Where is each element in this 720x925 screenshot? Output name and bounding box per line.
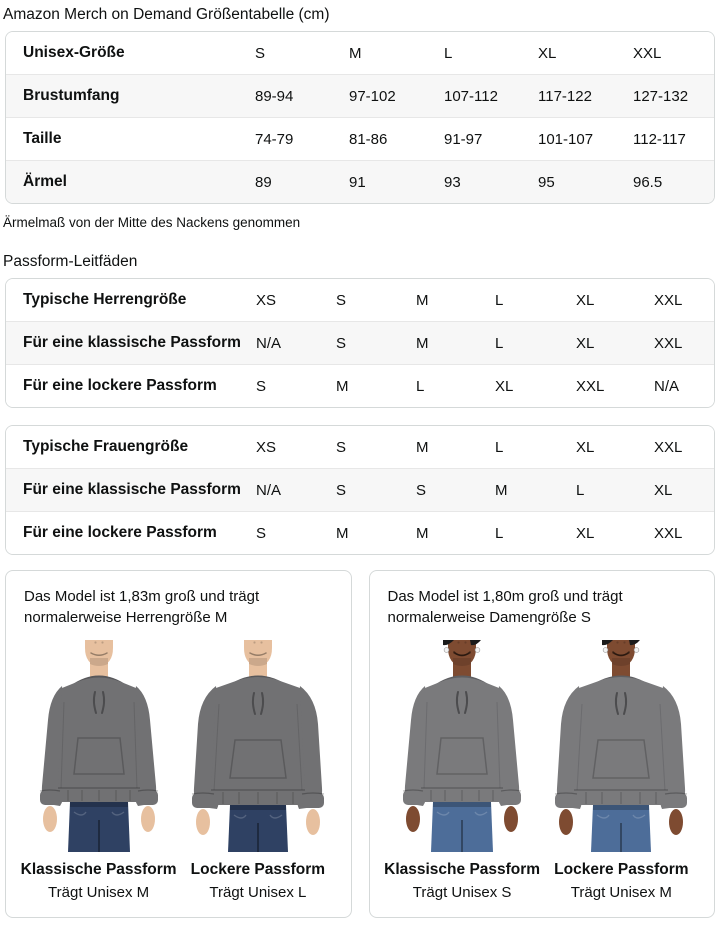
fit-caption: Klassische Passform (384, 861, 541, 878)
classic-fit-figure (19, 640, 178, 902)
measure-cell: 107-112 (444, 87, 498, 105)
table-row (6, 364, 714, 407)
size-cell: L (495, 524, 504, 542)
measure-cell: 91-97 (444, 130, 483, 148)
size-column-header: L (495, 438, 504, 456)
size-column-header: XL (576, 291, 595, 309)
womens-fit-table (5, 425, 715, 555)
measure-cell: 74-79 (255, 130, 294, 148)
fit-caption: Klassische Passform (20, 861, 177, 878)
row-label: Unisex-Größe (23, 44, 125, 61)
size-column-header: XL (576, 438, 595, 456)
size-column-header: L (495, 291, 504, 309)
table-row (6, 74, 714, 117)
loose-fit-figure (542, 640, 701, 902)
table-row (6, 160, 714, 203)
table-header-row (6, 279, 714, 321)
row-label: Für eine klassische Passform (23, 481, 241, 498)
measure-cell: 89 (255, 173, 272, 191)
size-cell: S (336, 481, 347, 499)
wears-caption: Trägt Unisex M (48, 884, 150, 901)
row-label: Für eine klassische Passform (23, 334, 241, 351)
female-model-classic-fit-photo (386, 640, 538, 852)
male-model-card (5, 570, 352, 918)
size-cell: XL (654, 481, 673, 499)
classic-fit-figure (383, 640, 542, 902)
size-cell: L (495, 334, 504, 352)
row-label: Für eine lockere Passform (23, 377, 217, 394)
model-cards-row (5, 570, 715, 918)
wears-caption: Trägt Unisex L (209, 884, 307, 901)
size-cell: S (336, 334, 347, 352)
row-label: Für eine lockere Passform (23, 524, 217, 541)
measure-cell: 117-122 (538, 87, 592, 105)
size-cell: N/A (654, 377, 680, 395)
size-cell: XXL (654, 334, 683, 352)
male-model-classic-fit-photo (23, 640, 175, 852)
table-row (6, 468, 714, 511)
row-label: Typische Frauengröße (23, 438, 189, 455)
size-cell: N/A (256, 481, 282, 499)
measure-cell: 91 (349, 173, 366, 191)
table-header-row (6, 426, 714, 468)
size-column-header: S (255, 44, 266, 62)
measure-cell: 97-102 (349, 87, 396, 105)
size-cell: S (256, 524, 267, 542)
row-label: Typische Herrengröße (23, 291, 187, 308)
loose-fit-figure (178, 640, 337, 902)
measure-cell: 112-117 (633, 130, 686, 148)
size-column-header: XXL (654, 438, 683, 456)
measure-cell: 96.5 (633, 173, 663, 191)
female-model-loose-fit-photo (545, 640, 697, 852)
size-cell: M (416, 334, 429, 352)
table-header-row (6, 32, 714, 74)
row-label: Ärmel (23, 173, 67, 190)
unisex-size-table (5, 31, 715, 204)
size-cell: S (256, 377, 267, 395)
size-column-header: M (416, 438, 429, 456)
table-row (6, 117, 714, 160)
wears-caption: Trägt Unisex S (412, 884, 512, 901)
sleeve-measure-footnote: Ärmelmaß von der Mitte des Nackens genommen (3, 215, 301, 230)
size-column-header: M (416, 291, 429, 309)
measure-cell: 93 (444, 173, 461, 191)
measure-cell: 95 (538, 173, 555, 191)
size-cell: XL (495, 377, 514, 395)
measure-cell: 81-86 (349, 130, 388, 148)
size-cell: M (495, 481, 508, 499)
size-cell: XXL (654, 524, 683, 542)
measure-cell: 101-107 (538, 130, 594, 148)
table-row (6, 511, 714, 554)
size-column-header: L (444, 44, 453, 62)
table-row (6, 321, 714, 364)
model-description: Das Model ist 1,80m groß und trägt normalerweise Damengröße S (387, 588, 623, 626)
size-column-header: S (336, 291, 347, 309)
size-column-header: XXL (654, 291, 683, 309)
male-model-loose-fit-photo (182, 640, 334, 852)
measure-cell: 89-94 (255, 87, 294, 105)
row-label: Brustumfang (23, 87, 120, 104)
fit-guides-heading: Passform-Leitfäden (3, 253, 138, 270)
size-cell: L (576, 481, 585, 499)
size-column-header: XS (256, 291, 277, 309)
size-cell: M (336, 377, 349, 395)
fit-caption: Lockere Passform (190, 861, 326, 878)
row-label: Taille (23, 130, 62, 147)
size-cell: XL (576, 334, 595, 352)
mens-fit-table (5, 278, 715, 408)
size-column-header: XXL (633, 44, 662, 62)
size-cell: XXL (576, 377, 605, 395)
size-cell: N/A (256, 334, 282, 352)
measure-cell: 127-132 (633, 87, 689, 105)
size-column-header: S (336, 438, 347, 456)
size-cell: M (416, 524, 429, 542)
wears-caption: Trägt Unisex M (570, 884, 672, 901)
model-figures (383, 640, 702, 902)
size-cell: XL (576, 524, 595, 542)
size-cell: M (336, 524, 349, 542)
fit-caption: Lockere Passform (554, 861, 689, 878)
size-column-header: M (349, 44, 362, 62)
model-figures (19, 640, 338, 902)
size-cell: S (416, 481, 427, 499)
size-column-header: XS (256, 438, 277, 456)
model-description: Das Model ist 1,83m groß und trägt normalerweise Herrengröße M (24, 588, 260, 626)
size-cell: L (416, 377, 425, 395)
page-title: Amazon Merch on Demand Größentabelle (cm) (3, 6, 330, 23)
size-column-header: XL (538, 44, 557, 62)
female-model-card (369, 570, 716, 918)
